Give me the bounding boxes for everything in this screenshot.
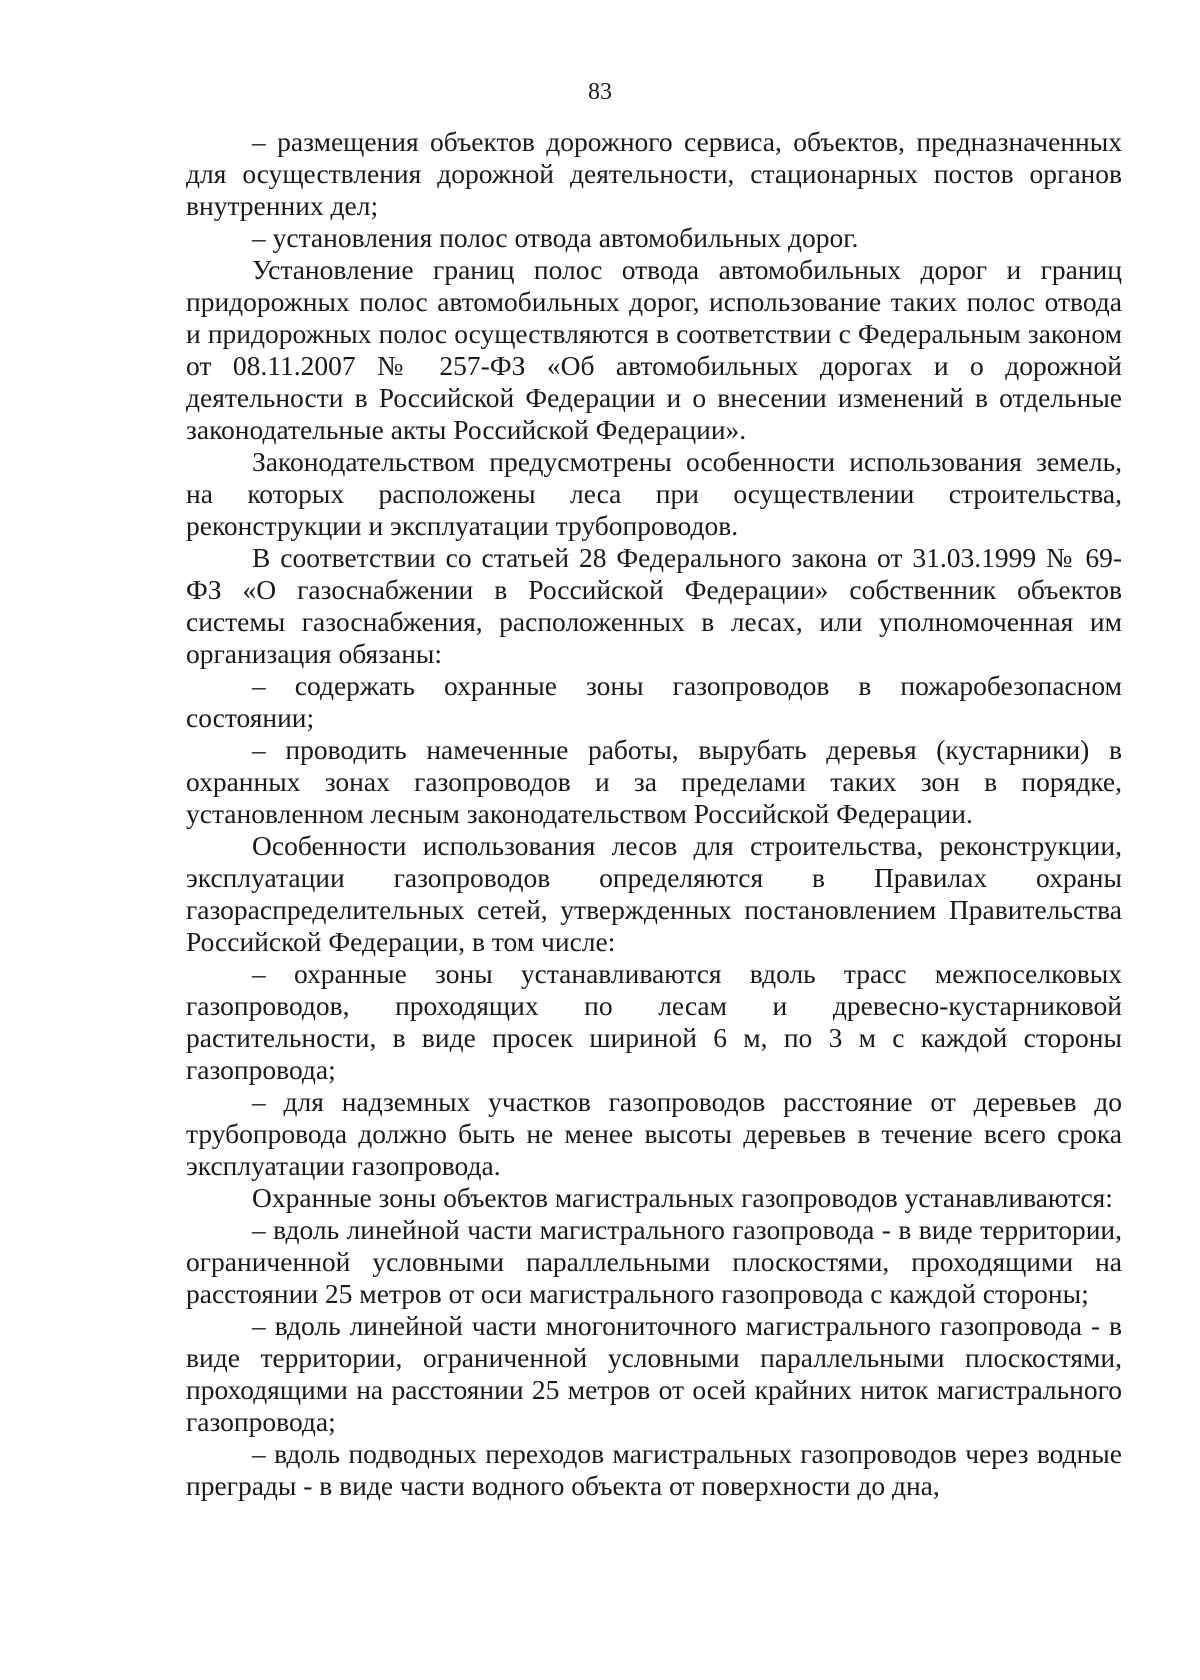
- paragraph-road-boundaries: Установление границ полос отвода автомобильных дорог и границ придорожных полос автомобильных дорог, использование таких полос отвода и придорожных полос осуществляются в соответствии с Федеральным законом от 08.11.2007 № 257-ФЗ «Об автомобильных дорогах и о дорожной деятельности в Российской Федерации и о внесении изменений в отдельные законодательные акты Российской Федерации».: [186, 254, 1122, 445]
- page-number: 83: [588, 79, 612, 105]
- paragraph-road-service-placement: – размещения объектов дорожного сервиса, объектов, предназначенных для осуществления дорожной деятельности, стационарных постов органов внутренних дел;: [186, 126, 1122, 221]
- paragraph-fire-safe-zones: – содержать охранные зоны газопроводов в пожаробезопасном состоянии;: [186, 670, 1122, 733]
- paragraph-forest-land-use: Законодательством предусмотрены особенности использования земель, на которых расположены леса при осуществлении строительства, реконструкции и эксплуатации трубопроводов.: [186, 446, 1122, 541]
- paragraph-aboveground-sections: – для надземных участков газопроводов расстояние от деревьев до трубопровода должно быть не менее высоты деревьев в течение всего срока эксплуатации газопровода.: [186, 1086, 1122, 1181]
- paragraph-gas-supply-law: В соответствии со статьей 28 Федерального закона от 31.03.1999 № 69-ФЗ «О газоснабжении в Российской Федерации» собственник объектов системы газоснабжения, расположенных в лесах, или уполномоченная им организация обязаны:: [186, 542, 1122, 669]
- document-body: [186, 126, 1122, 1502]
- paragraph-tree-cutting: – проводить намеченные работы, вырубать деревья (кустарники) в охранных зонах газопроводов и за пределами таких зон в порядке, установленном лесным законодательством Российской Федерации.: [186, 734, 1122, 829]
- paragraph-clearing-width: – охранные зоны устанавливаются вдоль трасс межпоселковых газопроводов, проходящих по лесам и древесно-кустарниковой растительности, в виде просек шириной 6 м, по 3 м с каждой стороны газопровода;: [186, 958, 1122, 1085]
- paragraph-underwater-crossings: – вдоль подводных переходов магистральных газопроводов через водные преграды - в виде части водного объекта от поверхности до дна,: [186, 1438, 1122, 1501]
- paragraph-protection-rules: Особенности использования лесов для строительства, реконструкции, эксплуатации газопроводов определяются в Правилах охраны газораспределительных сетей, утвержденных постановлением Правительства Российской Федерации, в том числе:: [186, 830, 1122, 957]
- paragraph-linear-part: – вдоль линейной части магистрального газопровода - в виде территории, ограниченной условными параллельными плоскостями, проходящими на расстоянии 25 метров от оси магистрального газопровода с каждой стороны;: [186, 1214, 1122, 1309]
- paragraph-trunk-pipeline-zones: Охранные зоны объектов магистральных газопроводов устанавливаются:: [252, 1182, 1113, 1213]
- paragraph-multi-line-pipeline: – вдоль линейной части многониточного магистрального газопровода - в виде территории, ограниченной условными параллельными плоскостями, проходящими на расстоянии 25 метров от осей крайних ниток магистрального газопровода;: [186, 1310, 1122, 1437]
- paragraph-right-of-way: – установления полос отвода автомобильных дорог.: [252, 222, 859, 253]
